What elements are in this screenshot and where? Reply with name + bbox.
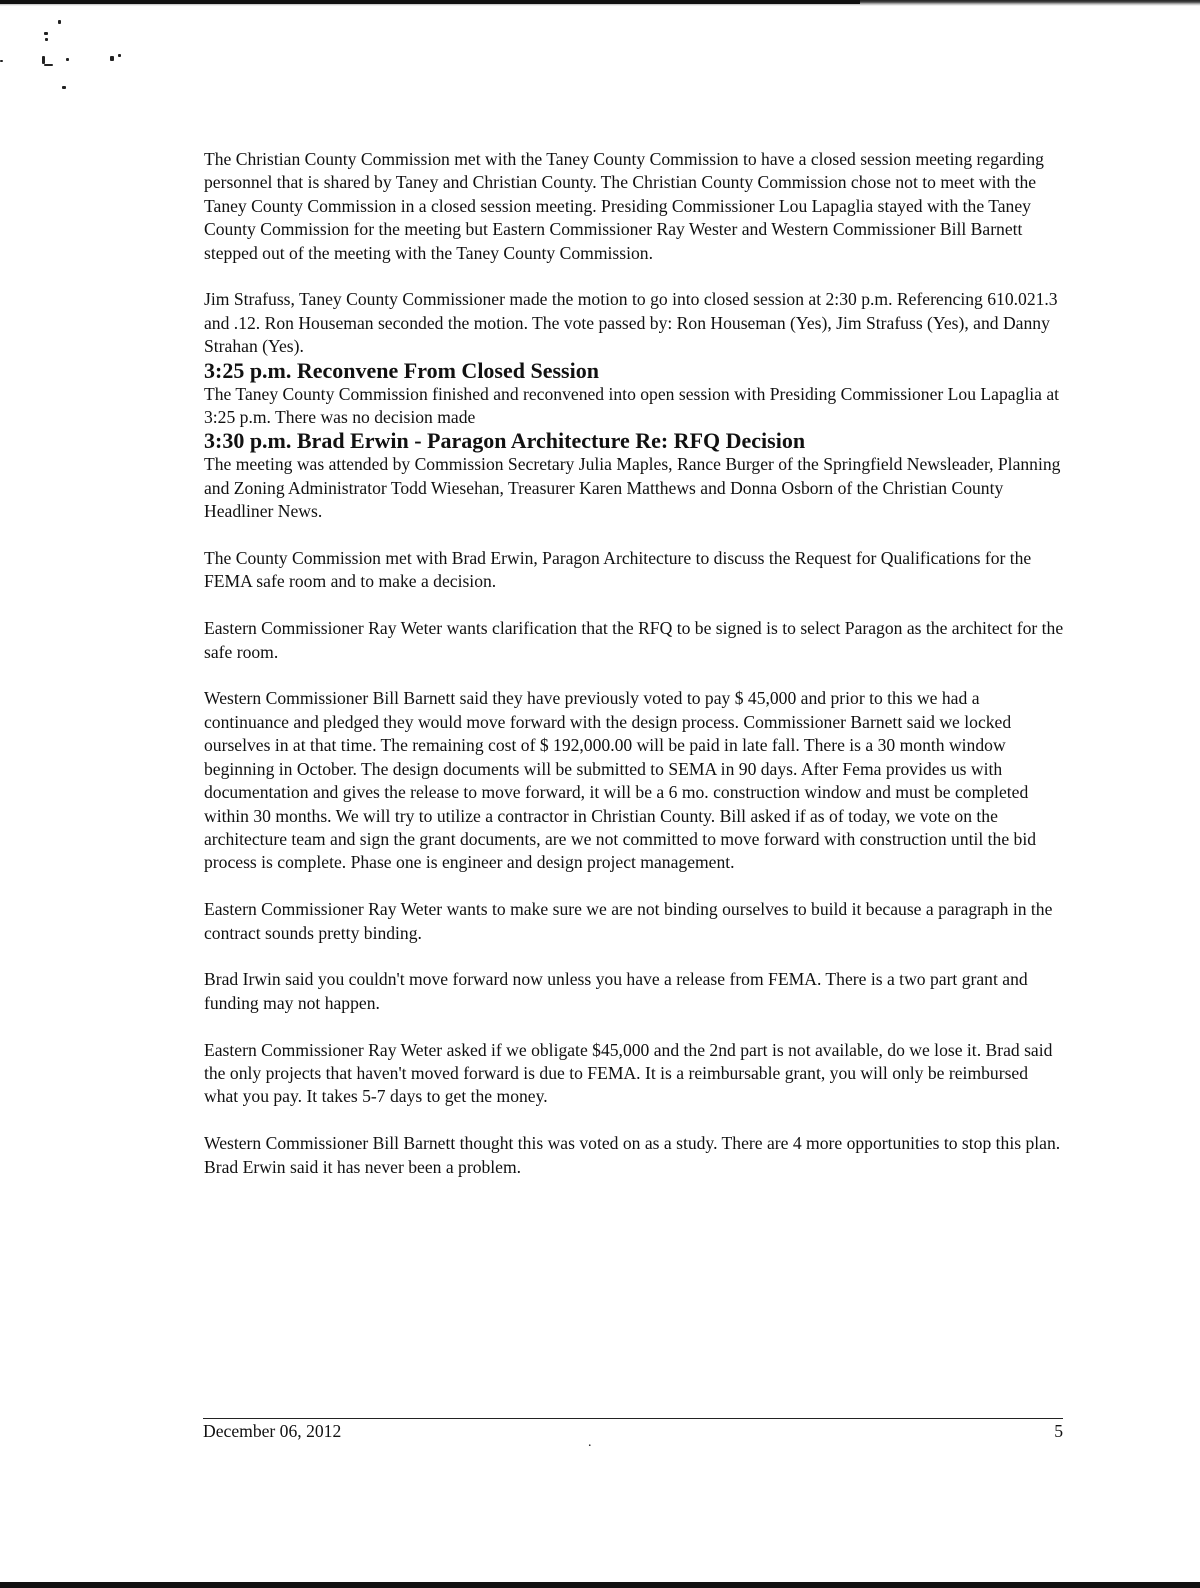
scan-specks [0,10,140,100]
intro-paragraph-2: Jim Strafuss, Taney County Commissioner made the motion to go into closed session at 2:30 p.m. Referencing 610.021.3 and .12. Ron Houseman seconded the motion. The vote passed by: Ron Houseman (Yes), Jim Strafuss (Yes), and Danny Strahan (Yes). [204,289,1058,357]
rfq-closing-line-1: Western Commissioner Bill Barnett thought this was voted on as a study. There are 4 more opportunities to stop this plan. [204,1133,1061,1154]
rfq-paragraph-4: Western Commissioner Bill Barnett said they have previously voted to pay $ 45,000 and prior to this we had a continuance and pledged they would move forward with the design process. Commissioner Barnett said we locked ourselves in at that time. The remaining cost of $ 192,000.00 will be paid in late fall. There is a 30 month window beginning in October. The design documents will be submitted to SEMA in 90 days. After Fema provides us with documentation and gives the release to move forward, it will be a 6 mo. construction window and must be completed within 30 months. We will try to utilize a contractor in Christian County. Bill asked if as of today, we vote on the architecture team and sign the grant documents, are we not committed to move forward with construction until the bid process is complete. Phase one is engineer and design project management. [204,688,1037,873]
rfq-paragraph-5: Eastern Commissioner Ray Weter wants to make sure we are not binding ourselves to build it because a paragraph in the contract sounds pretty binding. [204,899,1053,943]
page-footer [203,1418,1063,1450]
footer-speck: . [588,1435,592,1450]
rfq-paragraph-3: Eastern Commissioner Ray Weter wants clarification that the RFQ to be signed is to select Paragon as the architect for the safe room. [204,618,1064,662]
scan-edge-top-dark [0,0,860,4]
intro-paragraph-1: The Christian County Commission met with the Taney County Commission to have a closed session meeting regarding personnel that is shared by Taney and Christian County. The Christian County Commission chose not to meet with the Taney County Commission in a closed session meeting. Presiding Commissioner Lou Lapaglia stayed with the Taney County Commission for the meeting but Eastern Commissioner Ray Wester and Western Commissioner Bill Barnett stepped out of the meeting with the Taney County Commission. [204,149,1044,263]
reconvene-paragraph: The Taney County Commission finished and reconvened into open session with Presiding Commissioner Lou Lapaglia at 3:25 p.m. There was no decision made [204,383,1060,428]
footer-date: December 06, 2012 [203,1421,342,1441]
footer-page-number: 5 [1054,1421,1063,1441]
scan-edge-bottom [0,1582,1200,1588]
document-body [204,148,1064,1179]
rfq-closing-line-2: Brad Erwin said it has never been a problem. [204,1156,522,1177]
rfq-paragraph-7: Eastern Commissioner Ray Weter asked if we obligate $45,000 and the 2nd part is not available, do we lose it. Brad said the only projects that haven't moved forward is due to FEMA. It is a reimbursable grant, you will only be reimbursed what you pay. It takes 5-7 days to get the money. [204,1039,1053,1107]
rfq-paragraph-2: The County Commission met with Brad Erwin, Paragon Architecture to discuss the Request for Qualifications for the FEMA safe room and to make a decision. [204,548,1032,592]
rfq-paragraph-6: Brad Irwin said you couldn't move forward now unless you have a release from FEMA. There is a two part grant and funding may not happen. [204,969,1028,1013]
rfq-paragraph-1: The meeting was attended by Commission Secretary Julia Maples, Rance Burger of the Springfield Newsleader, Planning and Zoning Administrator Todd Wiesehan, Treasurer Karen Matthews and Donna Osborn of the Christian County Headliner News. [204,454,1061,522]
reconvene-heading: 3:25 p.m. Reconvene From Closed Session [204,357,599,383]
rfq-heading: 3:30 p.m. Brad Erwin - Paragon Architecture Re: RFQ Decision [204,428,806,454]
